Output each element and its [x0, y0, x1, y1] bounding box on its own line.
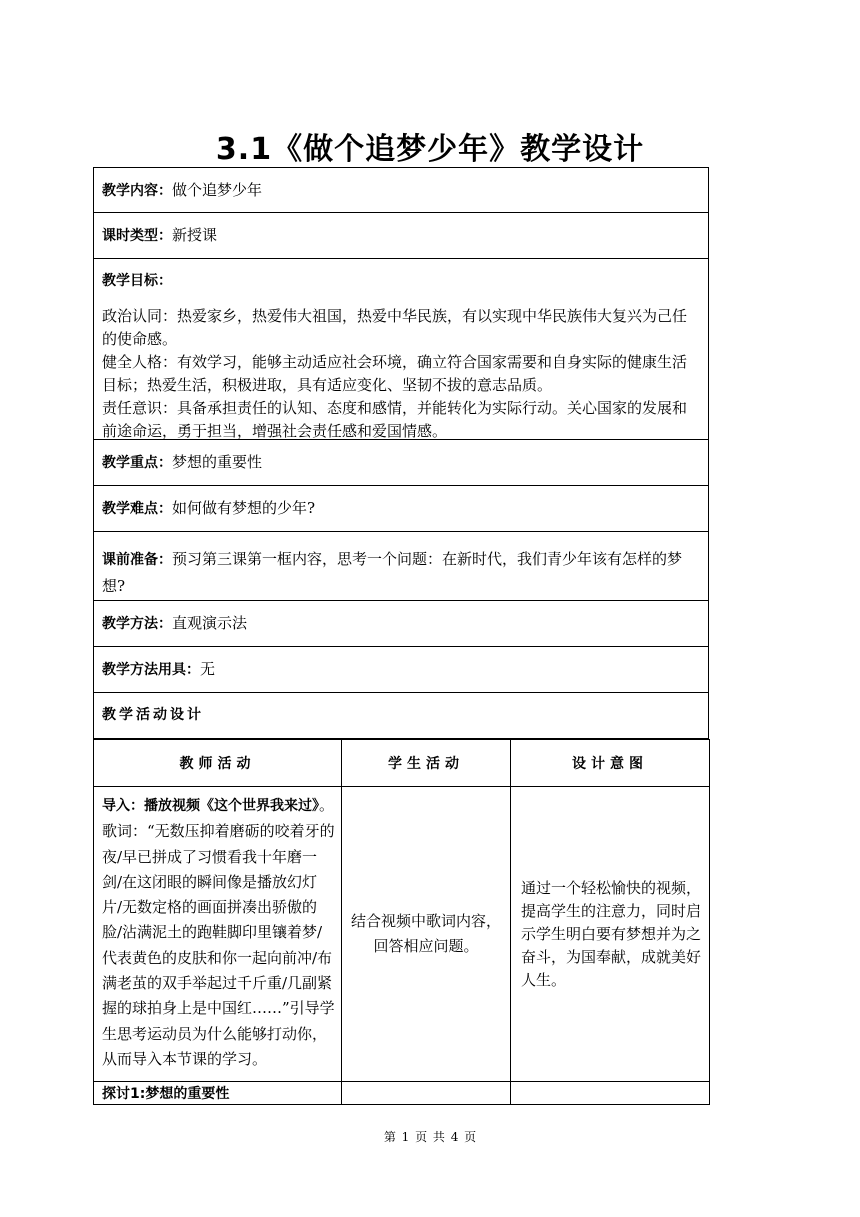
- page-footer: 第 1 页 共 4 页: [383, 1130, 477, 1144]
- content-value: 做个追梦少年: [172, 181, 263, 199]
- content-label: 教学内容：: [102, 183, 172, 199]
- design-intent-header: 设计意图: [511, 740, 710, 787]
- lesson-plan-table: [93, 167, 709, 1105]
- tools-row: [93, 647, 709, 693]
- student-activity-header: 学生活动: [342, 740, 511, 787]
- goals-label: 教学目标：: [102, 273, 172, 289]
- activity-heading: 教学活动设计: [93, 693, 709, 739]
- difficulty-value: 如何做有梦想的少年?: [172, 499, 316, 517]
- activity-table: [93, 739, 710, 1105]
- lesson-type-label: 课时类型：: [102, 228, 172, 244]
- student-activity-cell: [342, 1082, 511, 1105]
- table-row: [94, 787, 710, 1082]
- goal-item: 政治认同：热爱家乡，热爱伟大祖国，热爱中华民族，有以实现中华民族伟大复兴为己任的使命感。: [102, 307, 688, 348]
- difficulty-row: [93, 486, 709, 532]
- tools-label: 教学方法用具：: [102, 662, 200, 678]
- teacher-activity-header: 教师活动: [94, 740, 342, 787]
- student-activity-cell: 结合视频中歌词内容，回答相应问题。: [342, 787, 511, 1082]
- teacher-activity-cell: 探讨1:梦想的重要性: [94, 1082, 342, 1105]
- method-value: 直观演示法: [172, 614, 248, 632]
- teacher-activity-text: 。歌词：“无数压抑着磨砺的咬着牙的夜/早已拼成了习惯看我十年磨一剑/在这闭眼的瞬间像是播放幻灯片/无数定格的画面拼凑出骄傲的脸/沾满泥土的跑鞋脚印里镶着梦/代表黄色的皮肤和你一起向前冲/布满老茧的双手举起过千斤重/几副紧握的球拍身上是中国红……”引导学生思考运动员为什么能够打动你，从而导入本节课的学习。: [102, 796, 335, 1068]
- preparation-value: 预习第三课第一框内容，思考一个问题：在新时代，我们青少年该有怎样的梦想?: [102, 550, 683, 595]
- activity-header-row: [94, 740, 710, 787]
- page-title: 3.1《做个追梦少年》教学设计: [215, 132, 645, 167]
- key-point-label: 教学重点：: [102, 455, 172, 471]
- goals-row: [93, 259, 709, 440]
- difficulty-label: 教学难点：: [102, 501, 172, 517]
- teacher-activity-cell: [94, 787, 342, 1082]
- preparation-row: [93, 532, 709, 601]
- teacher-activity-lead: 导入：播放视频《这个世界我来过》: [102, 798, 319, 814]
- design-intent-cell: [511, 1082, 710, 1105]
- content-row: [93, 167, 709, 213]
- lesson-type-value: 新授课: [172, 226, 218, 244]
- method-label: 教学方法：: [102, 616, 172, 632]
- key-point-value: 梦想的重要性: [172, 453, 263, 471]
- goal-item: 健全人格：有效学习，能够主动适应社会环境，确立符合国家需要和自身实际的健康生活目标；热爱生活，积极进取，具有适应变化、坚韧不拔的意志品质。: [102, 353, 688, 394]
- preparation-label: 课前准备：: [102, 552, 172, 568]
- goal-item: 责任意识：具备承担责任的认知、态度和感情，并能转化为实际行动。关心国家的发展和前途命运，勇于担当，增强社会责任感和爱国情感。: [102, 399, 688, 440]
- lesson-type-row: [93, 213, 709, 259]
- tools-value: 无: [200, 660, 216, 678]
- method-row: [93, 601, 709, 647]
- design-intent-cell: 通过一个轻松愉快的视频，提高学生的注意力，同时启示学生明白要有梦想并为之奋斗，为国奉献，成就美好人生。: [511, 787, 710, 1082]
- key-point-row: [93, 440, 709, 486]
- table-row: [94, 1082, 710, 1105]
